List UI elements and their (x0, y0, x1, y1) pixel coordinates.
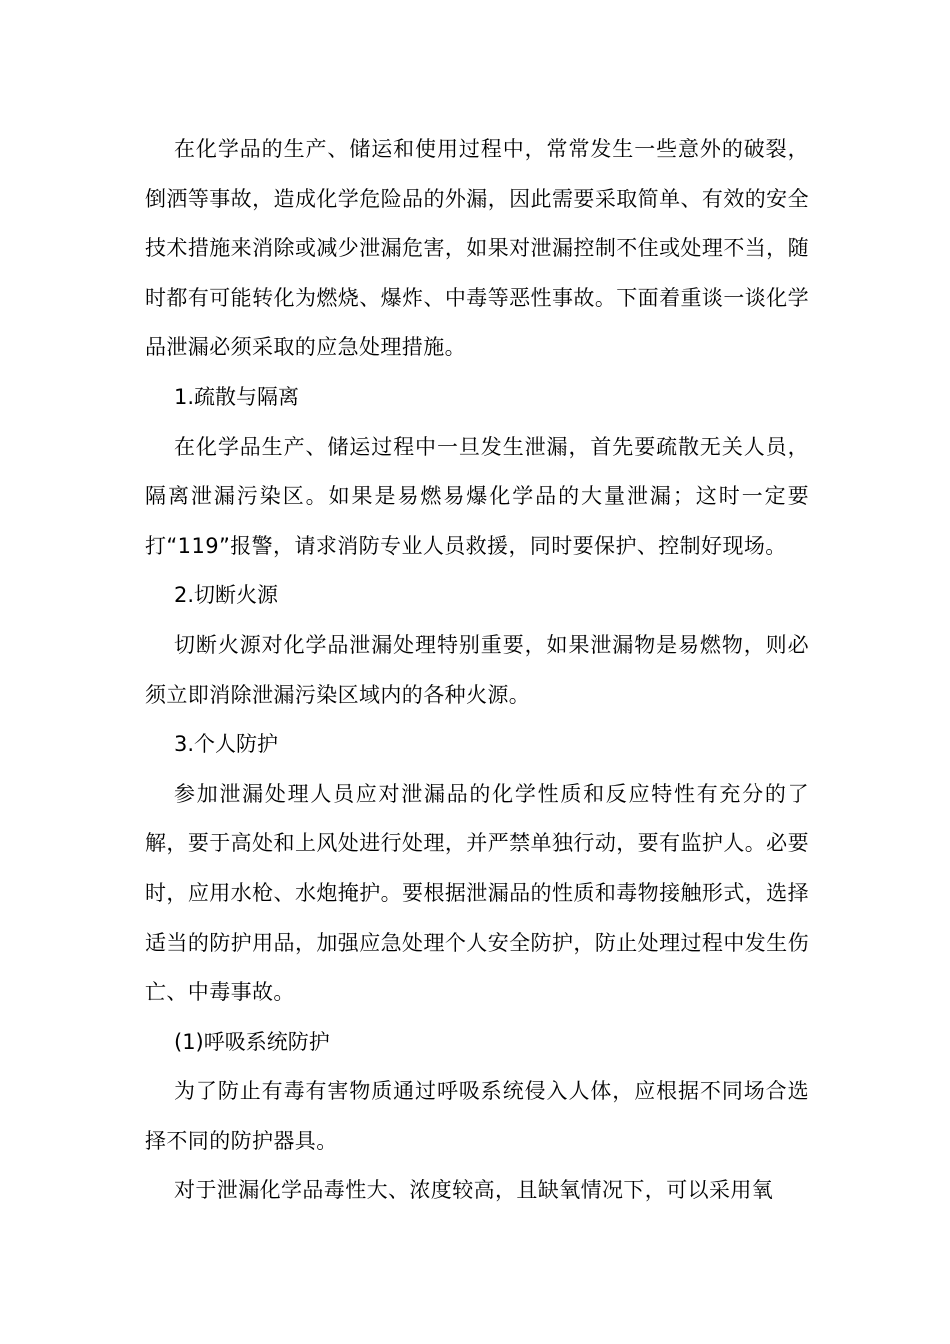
paragraph-ignition: 切断火源对化学品泄漏处理特别重要，如果泄漏物是易燃物，则必须立即消除泄漏污染区域内的各种火源。 (145, 632, 809, 707)
document-body (145, 125, 809, 1216)
paragraph-oxygen: 对于泄漏化学品毒性大、浓度较高，且缺氧情况下，可以采用氧 (174, 1178, 774, 1203)
section-heading-evacuation: 1.疏散与隔离 (174, 384, 300, 409)
paragraph-intro: 在化学品的生产、储运和使用过程中，常常发生一些意外的破裂，倒洒等事故，造成化学危险品的外漏，因此需要采取简单、有效的安全技术措施来消除或减少泄漏危害，如果对泄漏控制不住或处理不当，随时都有可能转化为燃烧、爆炸、中毒等恶性事故。下面着重谈一谈化学品泄漏必须采取的应急处理措施。 (145, 137, 809, 360)
subsection-heading-respiratory: (1)呼吸系统防护 (174, 1029, 330, 1054)
paragraph-evacuation: 在化学品生产、储运过程中一旦发生泄漏，首先要疏散无关人员，隔离泄漏污染区。如果是易燃易爆化学品的大量泄漏；这时一定要打“119”报警，请求消防专业人员救援，同时要保护、控制好现场。 (145, 434, 809, 558)
section-heading-ignition: 2.切断火源 (174, 583, 279, 608)
paragraph-respiratory: 为了防止有毒有害物质通过呼吸系统侵入人体，应根据不同场合选择不同的防护器具。 (145, 1079, 809, 1153)
section-heading-protection: 3.个人防护 (174, 732, 279, 757)
paragraph-protection: 参加泄漏处理人员应对泄漏品的化学性质和反应特性有充分的了解，要于高处和上风处进行处理，并严禁单独行动，要有监护人。必要时，应用水枪、水炮掩护。要根据泄漏品的性质和毒物接触形式，选择适当的防护用品，加强应急处理个人安全防护，防止处理过程中发生伤亡、中毒事故。 (145, 781, 809, 1005)
